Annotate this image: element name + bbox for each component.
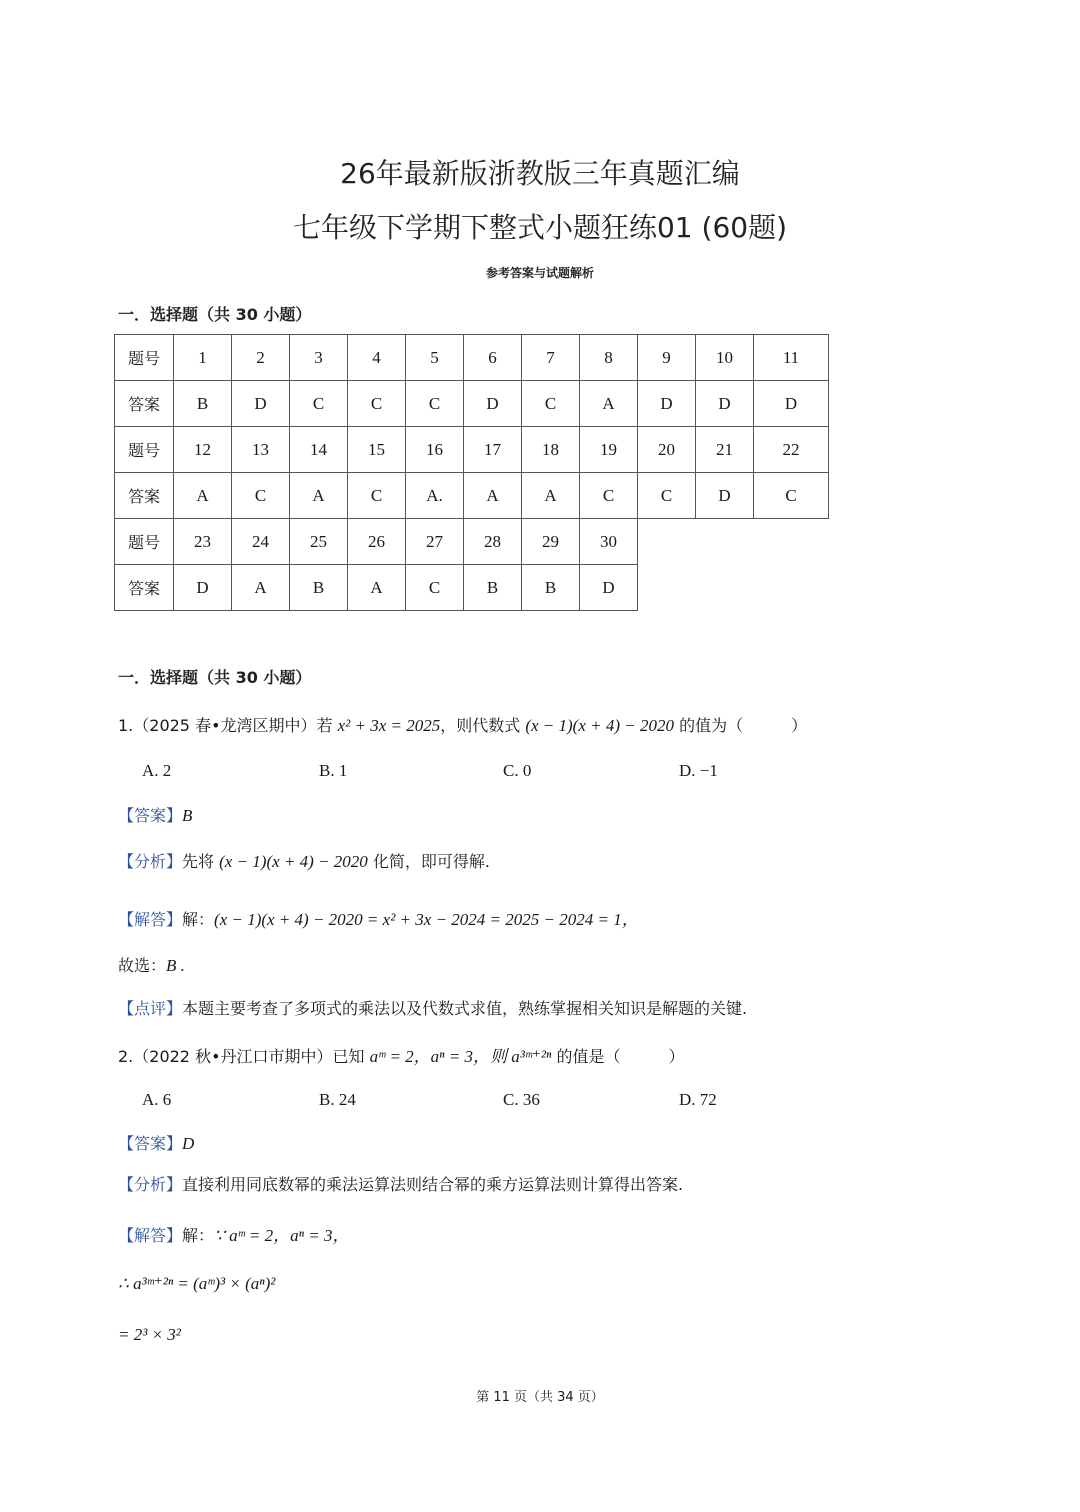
q1-stem-prefix: 1.（2025 春•龙湾区期中）若 — [118, 716, 338, 735]
q1-comment-tag: 【点评】 — [118, 999, 183, 1018]
q1-solution-tag: 【解答】 — [118, 910, 183, 929]
table-cell-number: 27 — [406, 519, 464, 565]
q2-solution-expr: ∵ aᵐ = 2，aⁿ = 3， — [214, 1226, 350, 1245]
section-heading-table: 一．选择题（共 30 小题） — [118, 305, 312, 324]
table-cell-number: 11 — [754, 335, 829, 381]
table-cell-empty — [696, 519, 754, 565]
q1-analysis-tag: 【分析】 — [118, 852, 183, 871]
table-cell-number: 28 — [464, 519, 522, 565]
table-cell-answer: C — [406, 381, 464, 427]
q1-choose — [118, 953, 185, 976]
table-cell-number: 29 — [522, 519, 580, 565]
table-cell-answer: A — [580, 381, 638, 427]
table-cell-empty — [754, 565, 829, 611]
table-header-label: 题号 — [115, 519, 174, 565]
table-cell-number: 13 — [232, 427, 290, 473]
q2-option-c: C. 36 — [503, 1090, 540, 1109]
table-cell-number: 16 — [406, 427, 464, 473]
table-row-numbers — [115, 519, 829, 565]
q1-analysis-expr: (x − 1)(x + 4) − 2020 — [219, 852, 368, 871]
table-cell-number: 2 — [232, 335, 290, 381]
q1-solution-prefix: 解： — [182, 910, 215, 929]
q1-option-b: B. 1 — [319, 761, 348, 780]
table-cell-answer: D — [696, 381, 754, 427]
title-line-2: 七年级下学期下整式小题狂练01 (60题) — [292, 211, 787, 244]
table-cell-number: 15 — [348, 427, 406, 473]
q1-answer-value: B — [182, 806, 193, 825]
q1-stem — [118, 713, 807, 736]
table-cell-answer: A — [464, 473, 522, 519]
table-cell-number: 9 — [638, 335, 696, 381]
q1-comment-text: 本题主要考查了多项式的乘法以及代数式求值，熟练掌握相关知识是解题的关键. — [182, 999, 748, 1018]
table-cell-number: 12 — [174, 427, 232, 473]
q2-option-d: D. 72 — [679, 1090, 717, 1109]
table-row-answers — [115, 565, 829, 611]
q2-answer-value: D — [182, 1134, 195, 1153]
title-line-1: 26年最新版浙教版三年真题汇编 — [340, 157, 740, 190]
q1-analysis-prefix: 先将 — [182, 852, 220, 871]
table-cell-number: 4 — [348, 335, 406, 381]
table-cell-answer: C — [406, 565, 464, 611]
table-cell-empty — [754, 519, 829, 565]
table-answer-label: 答案 — [115, 473, 174, 519]
table-cell-answer: A — [174, 473, 232, 519]
table-cell-answer: D — [580, 565, 638, 611]
q2-step-1 — [118, 1274, 275, 1294]
table-cell-answer: C — [232, 473, 290, 519]
section-heading-questions: 一．选择题（共 30 小题） — [118, 668, 312, 687]
q2-step-1-expr: ∴ a³ᵐ⁺²ⁿ = (aᵐ)³ × (aⁿ)² — [118, 1274, 276, 1293]
q2-stem-prefix: 2.（2022 秋•丹江口市期中）已知 — [118, 1047, 370, 1066]
table-cell-answer: B — [522, 565, 580, 611]
table-header-label: 题号 — [115, 335, 174, 381]
q1-choose-value: B . — [166, 956, 185, 975]
table-row-numbers — [115, 427, 829, 473]
table-cell-answer: C — [754, 473, 829, 519]
q2-step-2-expr: = 2³ × 3² — [118, 1325, 181, 1344]
table-row-answers — [115, 381, 829, 427]
table-cell-number: 19 — [580, 427, 638, 473]
table-cell-empty — [638, 519, 696, 565]
table-row-numbers — [115, 335, 829, 381]
q1-analysis — [118, 849, 490, 872]
table-cell-answer: A — [522, 473, 580, 519]
q1-comment — [118, 996, 747, 1019]
table-cell-number: 18 — [522, 427, 580, 473]
table-row-answers — [115, 473, 829, 519]
table-answer-label: 答案 — [115, 381, 174, 427]
table-cell-number: 14 — [290, 427, 348, 473]
table-cell-answer: A. — [406, 473, 464, 519]
table-header-label: 题号 — [115, 427, 174, 473]
q1-option-a: A. 2 — [142, 761, 172, 780]
q1-option-c: C. 0 — [503, 761, 532, 780]
q2-step-2 — [118, 1325, 181, 1345]
q1-stem-mid: ，则代数式 — [440, 716, 526, 735]
table-cell-answer: D — [638, 381, 696, 427]
q2-option-b: B. 24 — [319, 1090, 356, 1109]
q2-stem-suffix: 的值是（ ） — [551, 1047, 685, 1066]
q1-answer-tag: 【答案】 — [118, 806, 183, 825]
table-cell-answer: D — [754, 381, 829, 427]
table-cell-number: 1 — [174, 335, 232, 381]
q1-choose-prefix: 故选： — [118, 956, 167, 975]
table-cell-number: 5 — [406, 335, 464, 381]
page-footer: 第 11 页（共 34 页） — [476, 1390, 604, 1405]
table-answer-label: 答案 — [115, 565, 174, 611]
q1-option-d: D. −1 — [679, 761, 718, 780]
q1-stem-math: x² + 3x = 2025 — [337, 716, 441, 735]
table-cell-number: 25 — [290, 519, 348, 565]
table-cell-number: 8 — [580, 335, 638, 381]
q1-solution-expr: (x − 1)(x + 4) − 2020 = x² + 3x − 2024 = 2025 − 2024 = 1， — [214, 910, 639, 929]
q2-option-a: A. 6 — [142, 1090, 172, 1109]
table-cell-number: 3 — [290, 335, 348, 381]
q1-solution — [118, 905, 639, 930]
q2-analysis-tag: 【分析】 — [118, 1175, 183, 1194]
table-cell-answer: C — [580, 473, 638, 519]
q2-solution-prefix: 解： — [182, 1226, 215, 1245]
q1-stem-suffix: 的值为（ ） — [674, 716, 808, 735]
table-cell-answer: C — [348, 381, 406, 427]
table-cell-answer: D — [464, 381, 522, 427]
q2-solution-tag: 【解答】 — [118, 1226, 183, 1245]
q1-answer — [118, 803, 192, 826]
table-cell-answer: C — [348, 473, 406, 519]
table-cell-number: 10 — [696, 335, 754, 381]
table-cell-answer: C — [290, 381, 348, 427]
q1-analysis-suffix: 化简，即可得解. — [367, 852, 490, 871]
answer-table — [114, 334, 829, 611]
q2-answer-tag: 【答案】 — [118, 1134, 183, 1153]
table-cell-number: 20 — [638, 427, 696, 473]
q2-analysis — [118, 1172, 683, 1195]
table-cell-answer: A — [348, 565, 406, 611]
table-cell-number: 23 — [174, 519, 232, 565]
q2-analysis-text: 直接利用同底数幂的乘法运算法则结合幂的乘方运算法则计算得出答案. — [182, 1175, 684, 1194]
table-cell-number: 22 — [754, 427, 829, 473]
q2-answer — [118, 1131, 194, 1154]
table-cell-number: 24 — [232, 519, 290, 565]
q2-solution — [118, 1221, 349, 1246]
table-cell-empty — [696, 565, 754, 611]
subtitle: 参考答案与试题解析 — [485, 266, 594, 280]
table-cell-answer: D — [232, 381, 290, 427]
q2-stem-math: aᵐ = 2，aⁿ = 3，则 a³ᵐ⁺²ⁿ — [369, 1047, 552, 1066]
table-cell-answer: C — [638, 473, 696, 519]
table-cell-answer: D — [696, 473, 754, 519]
table-cell-answer: B — [174, 381, 232, 427]
table-cell-number: 21 — [696, 427, 754, 473]
q1-stem-expr: (x − 1)(x + 4) − 2020 — [525, 716, 674, 735]
q2-stem — [118, 1042, 684, 1067]
table-cell-answer: B — [290, 565, 348, 611]
table-cell-number: 6 — [464, 335, 522, 381]
table-cell-answer: A — [232, 565, 290, 611]
table-cell-answer: B — [464, 565, 522, 611]
table-cell-answer: C — [522, 381, 580, 427]
table-cell-number: 17 — [464, 427, 522, 473]
table-cell-answer: D — [174, 565, 232, 611]
table-cell-number: 30 — [580, 519, 638, 565]
table-cell-empty — [638, 565, 696, 611]
table-cell-number: 26 — [348, 519, 406, 565]
table-cell-number: 7 — [522, 335, 580, 381]
table-cell-answer: A — [290, 473, 348, 519]
